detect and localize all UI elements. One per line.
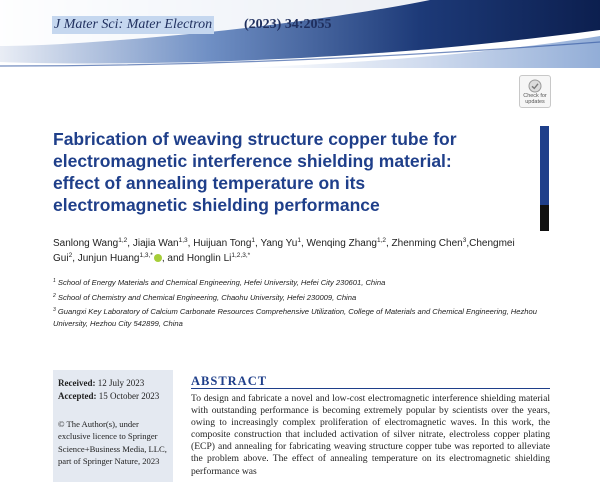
- author-separator: ,: [385, 238, 392, 249]
- author-affiliation-marker: 1: [251, 237, 256, 244]
- received-value: 12 July 2023: [97, 378, 145, 388]
- author-affiliation-marker: 1: [297, 237, 301, 244]
- author-separator: ,: [300, 238, 307, 249]
- author-list: [53, 236, 533, 266]
- affiliation-item: [53, 292, 543, 304]
- author-separator: ,: [72, 253, 78, 264]
- author-name[interactable]: Sanlong Wang: [53, 238, 119, 249]
- citation: (2023) 34:2055: [244, 17, 332, 32]
- received-date: [58, 377, 144, 389]
- abstract-body: To design and fabricate a novel and low-cost electromagnetic interference shielding material with outstanding performance is becoming extremely popular by scientists over the years, owing to increasingly complex proliferation of electromagnetic waves. In this work, the composite construction that included activation of silver nitrate, electroless copper plating (ECP) and annealing for fabricating weaving structure copper tube was reported to alleviate the problem above. The effect of annealing temperature on its electromagnetic shielding performance was: [191, 393, 550, 477]
- affiliation-number: 1: [53, 278, 56, 284]
- author-affiliation-marker: 2: [68, 252, 73, 259]
- header-wave-graphic: [0, 0, 600, 72]
- received-label: Received:: [58, 378, 96, 388]
- article-title: Fabrication of weaving structure copper tube for electromagnetic interference shielding material: effect of annealing temperature on its electromagnetic shielding performance: [53, 129, 457, 215]
- check-updates-icon: [528, 79, 542, 93]
- check-for-updates-button[interactable]: [519, 75, 551, 108]
- check-updates-label: Check for updates: [523, 93, 547, 105]
- author-affiliation-marker: 1,3,*: [139, 252, 153, 259]
- author-name[interactable]: Chengmei Gui: [53, 238, 515, 264]
- affiliation-text: School of Energy Materials and Chemical Engineering, Hefei University, Hefei City 230601, China: [55, 278, 386, 287]
- author-name[interactable]: Yang Yu: [260, 238, 298, 249]
- author-affiliation-marker: 1,2: [376, 237, 386, 244]
- accepted-label: Accepted:: [58, 391, 97, 401]
- decorative-side-bar-end: [540, 205, 549, 231]
- journal-name: J Mater Sci: Mater Electron: [54, 17, 213, 32]
- author-affiliation-marker: 1,2,3,*: [231, 252, 251, 259]
- license-notice: © The Author(s), under exclusive licence to Springer Science+Business Media, LLC, part of Springer Nature, 2023: [58, 419, 167, 466]
- author-affiliation-marker: 1,3: [178, 237, 188, 244]
- accepted-date: [58, 390, 159, 402]
- author-name[interactable]: Huijuan Tong: [193, 238, 252, 249]
- orcid-icon[interactable]: [154, 254, 162, 262]
- author-name[interactable]: Wenqing Zhang: [306, 238, 377, 249]
- author-separator: ,: [255, 238, 261, 249]
- author-name[interactable]: Jiajia Wan: [132, 238, 179, 249]
- author-name[interactable]: Junjun Huang: [77, 253, 140, 264]
- article-dates-box: [53, 370, 173, 482]
- abstract-divider: [191, 388, 550, 389]
- author-separator: ,: [127, 238, 133, 249]
- author-separator: ,: [187, 238, 194, 249]
- affiliation-number: 2: [53, 292, 56, 299]
- author-separator: , and: [161, 253, 187, 264]
- affiliation-text: School of Chemistry and Chemical Engineering, Chaohu University, Hefei 230009, China: [55, 292, 357, 302]
- journal-header-banner: [0, 0, 600, 72]
- author-affiliation-marker: 1,2: [118, 237, 128, 244]
- affiliation-number: 3: [53, 307, 56, 313]
- affiliation-item: [53, 306, 543, 329]
- author-separator: ,: [466, 238, 470, 249]
- affiliation-text: Guangxi Key Laboratory of Calcium Carbonate Resources Comprehensive Utilization, College of Materials and Chemical Engineering, Hezhou University, Hezhou City 542899, China: [53, 307, 537, 328]
- affiliation-item: [53, 277, 543, 289]
- author-name[interactable]: Zhenming Chen: [391, 238, 463, 249]
- affiliation-list: [53, 277, 543, 332]
- author-name[interactable]: Honglin Li: [186, 253, 232, 264]
- author-affiliation-marker: 3: [462, 237, 467, 244]
- abstract-heading: ABSTRACT: [191, 374, 268, 388]
- decorative-side-bar: [540, 126, 549, 231]
- accepted-value: 15 October 2023: [98, 391, 160, 401]
